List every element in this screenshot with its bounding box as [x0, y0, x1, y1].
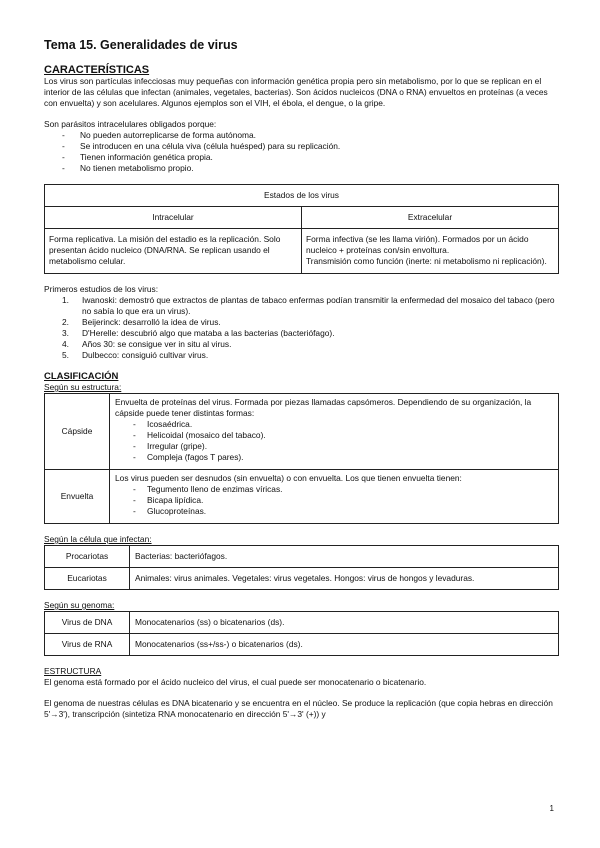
column-header-extracelular: Extracelular [302, 207, 559, 229]
section-heading-estructura: ESTRUCTURA [44, 666, 102, 676]
row-label: Eucariotas [45, 568, 130, 590]
parasitos-lead: Son parásitos intracelulares obligados porque: [44, 119, 217, 129]
item-text: Años 30: se consigue ver in situ al virus. [82, 339, 232, 349]
row-text: Animales: virus animales. Vegetales: virus vegetales. Hongos: virus de hongos y levaduras. [130, 568, 559, 590]
genoma-subheading: Según su genoma: [44, 600, 115, 610]
table-row [45, 568, 559, 590]
list-item: - Glucoproteínas. [115, 506, 553, 517]
list-item: - Helicoidal (mosaico del tabaco). [115, 430, 553, 441]
estudios-lead: Primeros estudios de los virus: [44, 284, 159, 294]
capside-forms-list [115, 419, 553, 463]
envuelta-label: Envuelta [45, 470, 110, 524]
celula-table [44, 545, 559, 590]
list-item [44, 339, 559, 350]
estados-table [44, 184, 559, 274]
list-item: - No pueden autorreplicarse de forma autónoma. [44, 130, 559, 141]
item-number: 1. [62, 295, 69, 305]
item-text: D'Herelle: descubrió algo que mataba a las bacterias (bacteriófago). [82, 328, 335, 338]
capside-label: Cápside [45, 394, 110, 470]
envuelta-list [115, 484, 553, 517]
genoma-table [44, 611, 559, 656]
list-item [44, 328, 559, 339]
section-heading-clasificacion: CLASIFICACIÓN [44, 371, 119, 382]
column-header-intracelular: Intracelular [45, 207, 302, 229]
list-item: - Tegumento lleno de enzimas víricas. [115, 484, 553, 495]
item-text: Iwanoski: demostró que extractos de plantas de tabaco enfermas podían transmitir la enfermedad del mosaico del tabaco (pero no sabía lo que era un virus). [82, 295, 555, 316]
row-label: Virus de RNA [45, 634, 130, 656]
section-heading-caracteristicas: CARACTERÍSTICAS [44, 64, 150, 76]
list-item: - Irregular (gripe). [115, 441, 553, 452]
list-item [44, 295, 559, 317]
list-item [44, 317, 559, 328]
intro-paragraph: Los virus son partículas infecciosas muy pequeñas con información genética propia pero sin metabolismo, por lo que se replican en el interior de las células que infectan (animales, vegetales, bacterias). Son ácidos nucleicos (DNA o RNA) envueltos en proteínas (a veces con envuelta) y son acelulares. Algunos ejemplos son el VIH, el ébola, el dengue, o la gripe. [44, 76, 548, 108]
item-text: Dulbecco: consiguió cultivar virus. [82, 350, 209, 360]
item-number: 4. [62, 339, 69, 349]
estructura-table [44, 393, 559, 524]
parasitos-list [44, 130, 559, 174]
cell-extracelular [302, 229, 559, 274]
row-text: Monocatenarios (ss) o bicatenarios (ds). [130, 612, 559, 634]
estudios-list [44, 295, 559, 361]
extracelular-text-2: Transmisión como función (inerte: ni metabolismo ni replicación). [306, 256, 547, 266]
capside-text: Envuelta de proteínas del virus. Formada por piezas llamadas capsómeros. Dependiendo de su organización, la cápside puede tener distintas formas: [115, 397, 532, 418]
estados-table-title: Estados de los virus [45, 185, 559, 207]
envuelta-text: Los virus pueden ser desnudos (sin envuelta) o con envuelta. Los que tienen envuelta tienen: [115, 473, 462, 483]
item-number: 3. [62, 328, 69, 338]
item-number: 5. [62, 350, 69, 360]
list-item: - Se introducen en una célula viva (célula huésped) para su replicación. [44, 141, 559, 152]
list-item: - No tienen metabolismo propio. [44, 163, 559, 174]
estructura-subheading: Según su estructura: [44, 382, 122, 392]
document-title: Tema 15. Generalidades de virus [44, 38, 238, 52]
table-row [45, 634, 559, 656]
row-label: Procariotas [45, 546, 130, 568]
row-text: Monocatenarios (ss+/ss-) o bicatenarios (ds). [130, 634, 559, 656]
page-number: 1 [549, 804, 554, 813]
estructura-paragraph-2: El genoma de nuestras células es DNA bicatenario y se encuentra en el núcleo. Se produce la replicación (que copia hebras en dirección 5'→3'), transcripción (sintetiza RNA monocatenario en dirección 5'→3' (+)) y [44, 698, 553, 719]
capside-cell [110, 394, 559, 470]
document-page [44, 38, 559, 720]
celula-subheading: Según la célula que infectan: [44, 534, 152, 544]
extracelular-text-1: Forma infectiva (se les llama virión). Formados por un ácido nucleico + proteínas con/sin envoltura. [306, 234, 529, 255]
intracelular-text: Forma replicativa. La misión del estadio es la replicación. Solo presentan ácido nucleico (DNA/RNA. Se replican usando el metabolismo celular. [49, 234, 281, 266]
list-item [44, 350, 559, 361]
item-text: Beijerinck: desarrolló la idea de virus. [82, 317, 221, 327]
row-text: Bacterias: bacteriófagos. [130, 546, 559, 568]
cell-intracelular [45, 229, 302, 274]
list-item: - Compleja (fagos T pares). [115, 452, 553, 463]
row-label: Virus de DNA [45, 612, 130, 634]
list-item: - Tienen información genética propia. [44, 152, 559, 163]
estructura-paragraph-1: El genoma está formado por el ácido nucleico del virus, el cual puede ser monocatenario o bicatenario. [44, 677, 427, 687]
list-item: - Bicapa lipídica. [115, 495, 553, 506]
envuelta-cell [110, 470, 559, 524]
list-item: - Icosaédrica. [115, 419, 553, 430]
item-number: 2. [62, 317, 69, 327]
table-row [45, 546, 559, 568]
table-row [45, 612, 559, 634]
